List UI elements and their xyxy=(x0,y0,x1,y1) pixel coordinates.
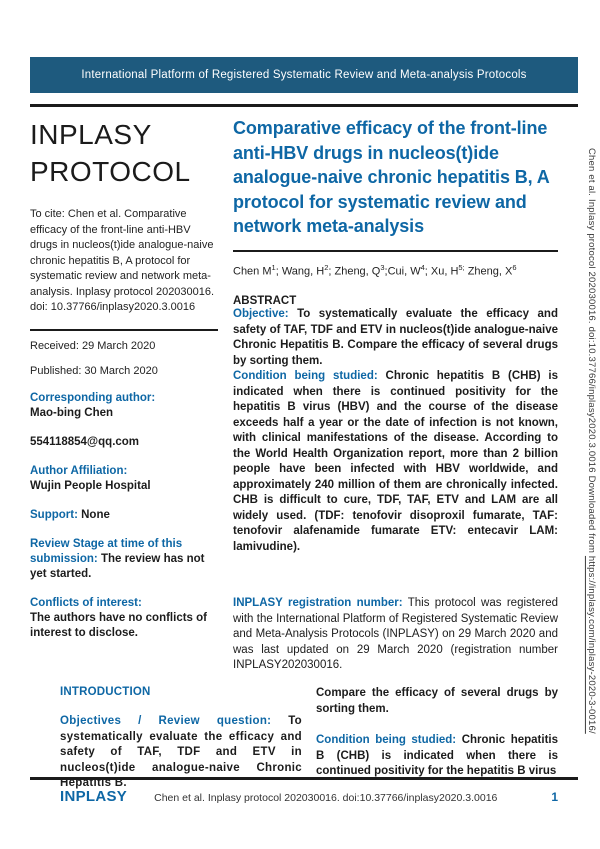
corresponding-author-name: Mao-bing Chen xyxy=(30,406,114,419)
vertical-citation-text: Chen et al. Inplasy protocol 202030016. doi:10.37766/inplasy2020.3.0016 Downloaded from xyxy=(586,148,597,556)
registration-paragraph xyxy=(233,596,558,674)
received-date: Received: 29 March 2020 xyxy=(30,339,156,352)
top-divider xyxy=(30,104,578,107)
page-number: 1 xyxy=(551,790,558,804)
main-content xyxy=(30,116,558,674)
published-date: Published: 30 March 2020 xyxy=(30,364,158,377)
journal-banner-text: International Platform of Registered Systematic Review and Meta-analysis Protocols xyxy=(81,69,527,81)
corresponding-author-label: Corresponding author: xyxy=(30,391,156,404)
article-title: Comparative efficacy of the front-line anti-HBV drugs in nucleos(t)ide analogue-naive chronic hepatitis B, A protocol for systematic review and network meta-analysis xyxy=(233,118,550,236)
abstract-heading: ABSTRACT xyxy=(233,295,297,308)
footer-brand: INPLASY xyxy=(60,788,128,805)
registration-label: INPLASY registration number: xyxy=(233,597,403,610)
masthead-line2: PROTOCOL xyxy=(30,156,191,187)
objectives-text: To systematically evaluate the efficacy and safety of TAF, TDF and ETV in nucleos(t)ide analogue-naive Chronic Hepatitis B. xyxy=(60,715,302,789)
support-value: None xyxy=(81,508,110,521)
author-email: 554118854@qq.com xyxy=(30,435,140,448)
introduction-column-2 xyxy=(316,686,558,792)
conflicts-value: The authors have no conflicts of interest to disclose. xyxy=(30,611,207,639)
introduction-column-1 xyxy=(60,686,302,792)
journal-banner xyxy=(30,57,578,93)
introduction-section xyxy=(60,686,558,792)
corresponding-author-field xyxy=(30,391,218,421)
objective-label: Objective: xyxy=(233,308,289,321)
affiliation-value: Wujin People Hospital xyxy=(30,479,151,492)
footer-divider xyxy=(30,777,578,780)
introduction-heading: INTRODUCTION xyxy=(60,686,151,698)
compare-paragraph: Compare the efficacy of several drugs by sorting them. xyxy=(316,687,558,715)
article-panel xyxy=(233,116,558,674)
support-field xyxy=(30,508,218,523)
review-stage-field xyxy=(30,537,218,582)
objective-text: To systematically evaluate the efficacy and safety of TAF, TDF and ETV in nucleos(t)ide analogue-naive Chronic Hepatitis B. Compare the efficacy of several drugs by sorting them. xyxy=(233,308,558,367)
inplasy-masthead xyxy=(30,116,218,190)
conflicts-field xyxy=(30,596,218,641)
masthead-line1: INPLASY xyxy=(30,119,152,150)
conflicts-label: Conflicts of interest: xyxy=(30,596,142,609)
vertical-citation-link[interactable]: https://inplasy.com/inplasy-2020-3-0016/ xyxy=(586,555,597,734)
support-label: Support: xyxy=(30,508,78,521)
condition-label-2: Condition being studied: xyxy=(316,734,457,746)
cite-label: To cite: xyxy=(30,208,65,220)
registration-text: This protocol was registered with the International Platform of Registered Systematic Review and Meta-Analysis Protocols (INPLASY) on 29 March 2020 and was last updated on 29 March 2020 (registration number INPLASY202030016. xyxy=(233,597,558,672)
citation-block xyxy=(30,207,218,316)
abstract-condition xyxy=(233,369,558,555)
affiliation-field xyxy=(30,464,218,494)
vertical-citation-strip xyxy=(586,148,597,840)
left-panel xyxy=(30,116,218,674)
condition-label: Condition being studied: xyxy=(233,370,378,383)
title-divider xyxy=(233,250,558,252)
authors-line: Chen $M^1$; Wang, $H^2$; Zheng, $Q^3;Cui$, $W^4$; Xu, $H^{5;}$ Zheng, $X^6$ xyxy=(233,262,517,278)
email-field xyxy=(30,435,218,450)
abstract-objective xyxy=(233,307,558,369)
review-stage-label: Review Stage at time of this submission: xyxy=(30,537,183,565)
objectives-label: Objectives / Review question: xyxy=(60,715,272,727)
footer xyxy=(60,788,558,805)
left-divider xyxy=(30,329,218,331)
condition-text-2: Chronic hepatitis B (CHB) is indicated when there is continued positivity for the hepatitis B virus xyxy=(316,734,558,777)
footer-citation: Chen et al. Inplasy protocol 202030016. doi:10.37766/inplasy2020.3.0016 xyxy=(154,792,498,804)
review-stage-value: The review has not yet started. xyxy=(30,552,205,580)
affiliation-label: Author Affiliation: xyxy=(30,464,128,477)
cite-text: Chen et al. Comparative efficacy of the front-line anti-HBV drugs in nucleos(t)ide analogue-naive chronic hepatitis B, A protocol for systematic review and network meta-analysis. Inplasy protocol 202030016. doi: 10.37766/inplasy2020.3.0016 xyxy=(30,208,215,313)
condition-text: Chronic hepatitis B (CHB) is indicated when there is continued positivity for the hepatitis B virus (HBV) and the course of the disease exceeds half a year or the date of infection is not known, with clinical manifestations of the disease. According to the World Health Organization report, more than 2 billion people have been infected with HBV worldwide, and approximately 240 million of them are chronically infected. CHB is difficult to cure, TDF, TAF, ETV and LAM are all widely used. (TDF: tenofovir disoproxil fumarate, TAF: tenofovir alafenamide fumarate ETV: entecavir LAM: lamivudine). xyxy=(233,370,558,553)
condition-paragraph-2 xyxy=(316,733,558,780)
